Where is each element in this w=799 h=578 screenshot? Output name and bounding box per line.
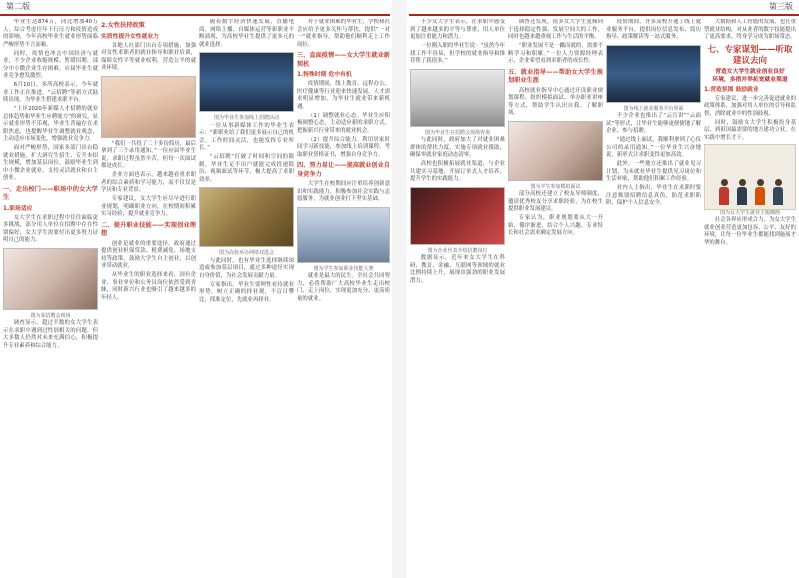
paragraph: 专家建议，女大学生应尽早进行职业规划，明确职业方向，在校期间积累实习经验，提升就业竞争力。 xyxy=(101,196,196,217)
left-col-1 xyxy=(3,19,98,572)
photo-women-students xyxy=(3,248,98,310)
paragraph: 疫情期间，许多高校开通了线上就业服务平台，提供岗位信息发布、简历指导、政策解读等一站式服务。 xyxy=(606,19,701,40)
section-title: 三、直面疫情——女大学生就业新契机 xyxy=(297,52,390,68)
paragraph: 面对严峻形势，国家多部门出台稳就业措施，扩大研究生招生、专升本招生规模，增加基层岗位，鼓励毕业生到中小微企业就业，支持灵活就业和自主创业。 xyxy=(3,145,98,181)
right-col-4 xyxy=(704,19,796,572)
paragraph: 不少女大学生表示，在求职中感受到了越来越多的平等与尊重，用人单位更加注重能力和潜力。 xyxy=(410,19,505,40)
section-title: 七、专家谋划——听取建议去向 xyxy=(707,44,793,66)
section-subtitle: 环境，多措并举拓宽就业渠道 xyxy=(712,76,788,83)
photo-online-recruitment xyxy=(199,52,294,112)
paragraph: 大学生在校期间应注重培养创新意识和实践能力，积极参加社会实践与志愿服务，为就业创业打下坚实基础。 xyxy=(297,181,390,202)
photo-online-platform xyxy=(606,45,701,103)
photo-company-presentation xyxy=(410,187,505,245)
paragraph: 同时，疫情也冲击中国经济与就业，不少企业收缩规模、暂缓招聘，部分中小微企业生存困难，应届毕业生就业竞争愈发激烈。 xyxy=(3,50,98,79)
section-title: 五、就业指导——帮助女大学生规划职业生涯 xyxy=(508,68,603,84)
photo-job-fair xyxy=(199,187,294,247)
photo-caption: 图为毕业生参加线上招聘活动 xyxy=(213,115,279,121)
paragraph: 专家建议，进一步完善促进就业的政策体系，加强对用人单位的引导和监督，消除就业中的性别歧视。 xyxy=(704,95,796,117)
paragraph: 社会各界应形成合力，为女大学生就业创业营造更加包容、公平、友好的环境，让每一位毕业生都能找到施展才华的舞台。 xyxy=(704,217,796,246)
paragraph: （1）调整就业心态。毕业生应积极调整心态，主动适应新的求职方式，把握新兴行业带来的就业机会。 xyxy=(297,112,390,134)
person-figure xyxy=(737,179,747,205)
photo-caption: 图为高校举办网络双选会 xyxy=(218,250,274,256)
paragraph: 调查还发现，很多女大学生更倾向于选择稳定性强、发展空间大的工作，同时也越来越重视工作与生活的平衡。 xyxy=(508,19,603,40)
paragraph: 大数据和人工智能的发展，也在重塑就业结构，对从业者的数字技能提出了更高要求，终身学习成为职场常态。 xyxy=(704,19,796,40)
paragraph: 与此同时，政府加大了对就业困难群体的帮扶力度，实施专项就业援助，确保零就业家庭动态清零。 xyxy=(410,137,505,158)
paragraph: 6月10日，多所高校表示，今年就业工作正在推进，“云招聘”等新方式陆续出现，为毕业生搭建求职平台。 xyxy=(3,82,98,103)
subsection-label: 实质性提升女性就业力 xyxy=(101,33,159,40)
paragraph: 部分高校还建立了校友导师制度，邀请优秀校友分享求职经验，为在校生提供职业发展建议。 xyxy=(508,191,603,212)
right-col-1 xyxy=(410,19,505,572)
section-title: 一、走出校门——职场中的女大学生 xyxy=(3,185,98,201)
paragraph: 一位从事新媒体工作的毕业生表示：“新职业给了我们更多展示自己的机会，工作时间灵活，也能发挥专业所长。” xyxy=(199,122,294,151)
paragraph: 从毕业生的职业选择来看，国有企业、事业单位和公务员岗位依然受到青睐，同时新兴行业也吸引了越来越多的年轻人。 xyxy=(101,272,196,301)
photo-caption: 图为女大学生就业主题插画 xyxy=(719,209,780,216)
paragraph: 企业方面也表示，越来越看重求职者的综合素质和学习能力，而不仅仅是学历和专业背景。 xyxy=(101,172,196,193)
paragraph: 疫情期间，线上教育、远程办公、医疗健康等行业迎来快速发展，人才需求明显增加，为毕业生就业带来新机遇。 xyxy=(297,81,390,110)
paragraph: 就业是最大的民生。全社会共同努力，必将帮助广大高校毕业生走出校门、走上岗位，实现更加充分、更高质量的就业。 xyxy=(297,273,390,302)
paragraph: 专家指出，毕业生要理性看待就业形势，树立正确的择业观，不盲目攀比，找准定位，先就业再择业。 xyxy=(199,281,294,303)
left-col-4 xyxy=(297,19,390,572)
section-title: 2.女性扶持政策 xyxy=(101,22,145,29)
paragraph: “上岸2020年新媒人才招聘的就业总体趋势和毕业生应聘能力”的研究，显示就业形势不乐观，毕业生普遍存在求职焦虑，也提醒毕业生调整就业观念，主动适应市场变化，增强就业竞争力。 xyxy=(3,106,98,142)
section-title: 四、努力易让——提高就业创业自身竞争力 xyxy=(297,162,390,178)
paragraph: 毕业生达874万，同比增加40万人。综合考虑往年下行压力和疫情造成的影响，今年高校毕业生就业形势面临严峻形势不言而喻。 xyxy=(3,19,98,48)
paragraph: 不少企业也推出了“云宣讲”“云面试”等形式，让毕业生能够更便捷地了解企业、参与招聘。 xyxy=(606,113,701,134)
paragraph: 调查显示，超过半数的女大学生表示在求职中遇到过性别相关的问题，但大多数人仍然对未来充满信心，积极提升专业素养和综合能力。 xyxy=(3,320,98,349)
section-title: 二、提升职业技能——实现创业理想 xyxy=(101,221,196,237)
paragraph: 随着数字经济快速发展，直播电商、网络主播、自媒体运营等新职业不断涌现，为高校毕业生提供了更多元的就业选择。 xyxy=(199,19,294,48)
page-gutter xyxy=(392,0,407,578)
paragraph: 业内人士指出，毕业生在求职时要注意甄别招聘信息真伪，防范求职陷阱，保护个人信息安全。 xyxy=(606,185,701,206)
paragraph: “云招聘”打破了时间和空间的限制，毕业生足不出户就能完成投递简历、视频面试等环节，极大提高了求职效率。 xyxy=(199,154,294,183)
left-header-rule xyxy=(0,14,390,16)
paragraph: 各地人社部门出台专项措施，加强对女性求职者的就业指导和职业培训，保障女性平等就业权利，营造公平的就业环境。 xyxy=(101,42,196,71)
photo-caption: 图为企业代表介绍招聘岗位 xyxy=(427,247,488,254)
photo-mock-interview xyxy=(508,121,603,181)
paragraph: 一位刚入职的毕业生说：“虽然今年找工作不容易，但学校的就业指导和推荐帮了我很多。” xyxy=(410,43,505,64)
person-figure xyxy=(773,179,783,205)
photo-caption: 图为学生参加职业技能大赛 xyxy=(313,265,374,272)
illustration-women-professionals xyxy=(704,144,796,210)
photo-skills-contest xyxy=(297,207,390,263)
photo-caption: 图为某招聘会现场 xyxy=(30,312,71,319)
photo-caption: 图为学生参加模拟面试 xyxy=(530,183,581,190)
paragraph: 数据显示，近年来女大学生在科研、教育、金融、互联网等领域的就业比例持续上升，展现出强劲的职业发展潜力。 xyxy=(410,255,505,284)
paragraph: 创业是就业的重要途径，政府通过提供创业担保贷款、税费减免、场地支持等政策，鼓励大学生自主创业，以创业带动就业。 xyxy=(101,240,196,269)
right-col-3 xyxy=(606,19,701,572)
left-col-3 xyxy=(199,19,294,572)
paragraph: （2）提升综合能力。利用居家时间学习新技能，参加线上培训课程，考取职业资格证书，增强自身竞争力。 xyxy=(297,136,390,158)
paragraph: 对于就业困难的毕业生，学校和社会应给予更多关怀与帮扶，提供“一对一”就业指导，帮助他们顺利走上工作岗位。 xyxy=(297,19,390,48)
photo-caption: 图为毕业生在招聘会现场咨询 xyxy=(424,129,490,136)
person-figure xyxy=(755,179,765,205)
photo-graduates-group xyxy=(101,76,196,138)
paragraph: 与此同时，也有毕业生选择继续深造或参加基层项目，通过多种途径实现自身价值，为社会发展贡献力量。 xyxy=(199,257,294,279)
paragraph: 高校也积极拓展就业渠道，与企业共建实习基地，开展订单式人才培养，提升学生的实践能力。 xyxy=(410,161,505,182)
subsection-label: 1.营造氛围 鼓励就业 xyxy=(704,86,759,93)
left-col-2 xyxy=(101,19,196,572)
paragraph: 此外，一些地方还推出了就业见习计划，为未就业毕业生提供见习岗位和生活补贴，帮助他们积累工作经验。 xyxy=(606,161,701,182)
right-header-rule xyxy=(409,14,799,16)
photo-caption: 图为线上就业服务平台界面 xyxy=(623,105,684,112)
paragraph: 专家认为，职业规划要从大一开始，循序渐进，结合个人兴趣、专业特长和社会需求确定发展方向。 xyxy=(508,215,603,236)
paragraph: 高校就业指导中心通过开设职业规划课程、组织模拟面试、举办职业讲座等方式，帮助学生认识自我、了解职场。 xyxy=(508,87,603,116)
paragraph: “职业发展不是一蹴而就的，需要不断学习和积累。”一位人力资源经理表示，企业希望看到求职者的成长性。 xyxy=(508,43,603,64)
section-subtitle: 营造女大学生就业创业良好 xyxy=(715,68,785,75)
paragraph: 同时，鼓励女大学生积极投身基层，到祖国最需要的地方建功立业，在实践中增长才干。 xyxy=(704,119,796,141)
paragraph: “通过线上面试，我顺利拿到了心仪公司的录用通知。”一位毕业生兴奋地说，新形式让求职变得更加高效。 xyxy=(606,137,701,158)
photo-job-consultation xyxy=(410,69,505,127)
person-figure xyxy=(719,179,729,205)
paragraph: 女大学生在求职过程中往往面临更多挑战，部分用人单位在招聘中存在性别偏好，女大学生需要付出更多努力证明自己的能力。 xyxy=(3,214,98,243)
subsection-label: 1.职场适应 xyxy=(3,205,33,212)
left-page-number: 第二版 xyxy=(6,2,30,11)
right-page-number: 第三版 xyxy=(769,2,793,11)
subsection-label: 1.特殊时期 危中有机 xyxy=(297,72,352,78)
right-col-2 xyxy=(508,19,603,572)
paragraph: “我们一共投了二十多份简历，最后拿到了三个录用通知。”一位应届毕业生说，求职过程虽然辛苦，但每一次面试都是成长。 xyxy=(101,140,196,169)
